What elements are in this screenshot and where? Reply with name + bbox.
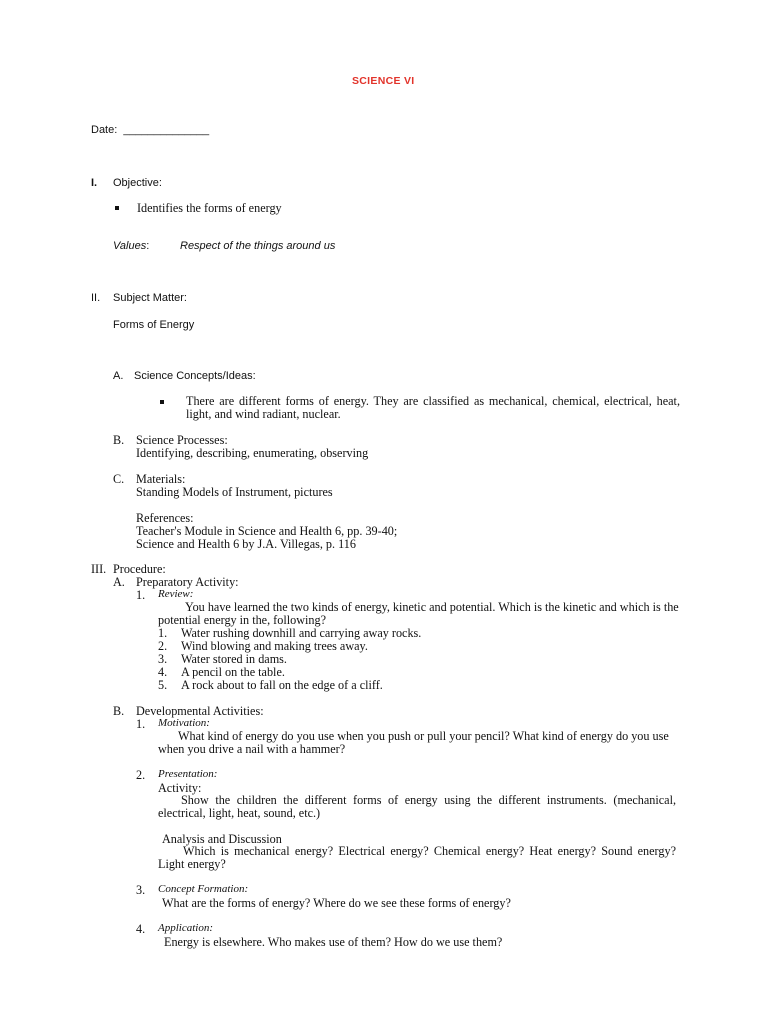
list-item: 1. Water rushing downhill and carrying away rocks. [158, 626, 422, 640]
processes-letter: B. [113, 433, 125, 447]
date-line [91, 124, 209, 136]
preparatory-letter: A. [113, 575, 125, 589]
presentation-number: 2. [136, 768, 146, 782]
analysis-label: Analysis and Discussion [162, 832, 282, 846]
processes-text: Identifying, describing, enumerating, observing [136, 446, 369, 460]
list-item: 3. Water stored in dams. [158, 652, 287, 666]
values-label: Values [113, 240, 147, 252]
review-list [158, 627, 421, 692]
values-text: Respect of the things around us [180, 240, 336, 252]
materials-letter: C. [113, 472, 125, 486]
concept-formation-label: Concept Formation: [158, 883, 249, 895]
date-blank: ______________ [123, 124, 210, 136]
subject-number: II. [91, 292, 101, 304]
presentation-label: Presentation: [158, 768, 218, 780]
materials-text: Standing Models of Instrument, pictures [136, 485, 333, 499]
analysis-text: Which is mechanical energy? Electrical energy? Chemical energy? Heat energy? Sound energy? Light energy? [158, 844, 676, 871]
application-number: 4. [136, 922, 146, 936]
list-item: 2. Wind blowing and making trees away. [158, 639, 368, 653]
materials-heading: Materials: [136, 472, 186, 486]
concepts-heading: Science Concepts/Ideas: [134, 370, 256, 382]
preparatory-heading: Preparatory Activity: [136, 575, 239, 589]
objective-number: I. [91, 177, 98, 189]
developmental-heading: Developmental Activities: [136, 704, 264, 718]
motivation-number: 1. [136, 717, 146, 731]
review-text: You have learned the two kinds of energy, kinetic and potential. Which is the kinetic and which is the potential energy in the, following? [158, 600, 679, 627]
concepts-text: There are different forms of energy. They are classified as mechanical, chemical, electrical, heat, light, and wind radiant, nuclear. [186, 394, 680, 421]
bullet-icon [115, 206, 119, 210]
values-colon: : [146, 240, 150, 252]
reference-2: Science and Health 6 by J.A. Villegas, p. 116 [136, 537, 356, 551]
objective-item: Identifies the forms of energy [137, 201, 282, 215]
review-label: Review: [158, 588, 194, 600]
concepts-letter: A. [113, 370, 124, 382]
subject-heading: Subject Matter: [113, 292, 187, 304]
review-number: 1. [136, 588, 146, 602]
motivation-label: Motivation: [158, 717, 210, 729]
activity-label: Activity: [158, 781, 202, 795]
processes-heading: Science Processes: [136, 433, 228, 447]
document-title: SCIENCE VI [352, 75, 415, 87]
developmental-letter: B. [113, 704, 125, 718]
procedure-number: III. [91, 562, 107, 576]
concept-formation-number: 3. [136, 883, 146, 897]
reference-1: Teacher's Module in Science and Health 6, pp. 39-40; [136, 524, 398, 538]
procedure-heading: Procedure: [113, 562, 166, 576]
application-label: Application: [158, 922, 213, 934]
subject-topic: Forms of Energy [113, 319, 195, 331]
date-label: Date: [91, 124, 118, 136]
list-item: 4. A pencil on the table. [158, 665, 285, 679]
activity-text: Show the children the different forms of energy using the different instruments. (mechanical, electrical, light, heat, sound, etc.) [158, 793, 676, 820]
values-line [113, 240, 149, 252]
references-heading: References: [136, 511, 194, 525]
objective-heading: Objective: [113, 177, 162, 189]
motivation-text: What kind of energy do you use when you push or pull your pencil? What kind of energy do you use when you drive a nail with a hammer? [158, 729, 669, 756]
bullet-icon [160, 400, 164, 404]
application-text: Energy is elsewhere. Who makes use of them? How do we use them? [164, 935, 503, 949]
list-item: 5. A rock about to fall on the edge of a cliff. [158, 678, 383, 692]
concept-formation-text: What are the forms of energy? Where do we see these forms of energy? [162, 896, 511, 910]
